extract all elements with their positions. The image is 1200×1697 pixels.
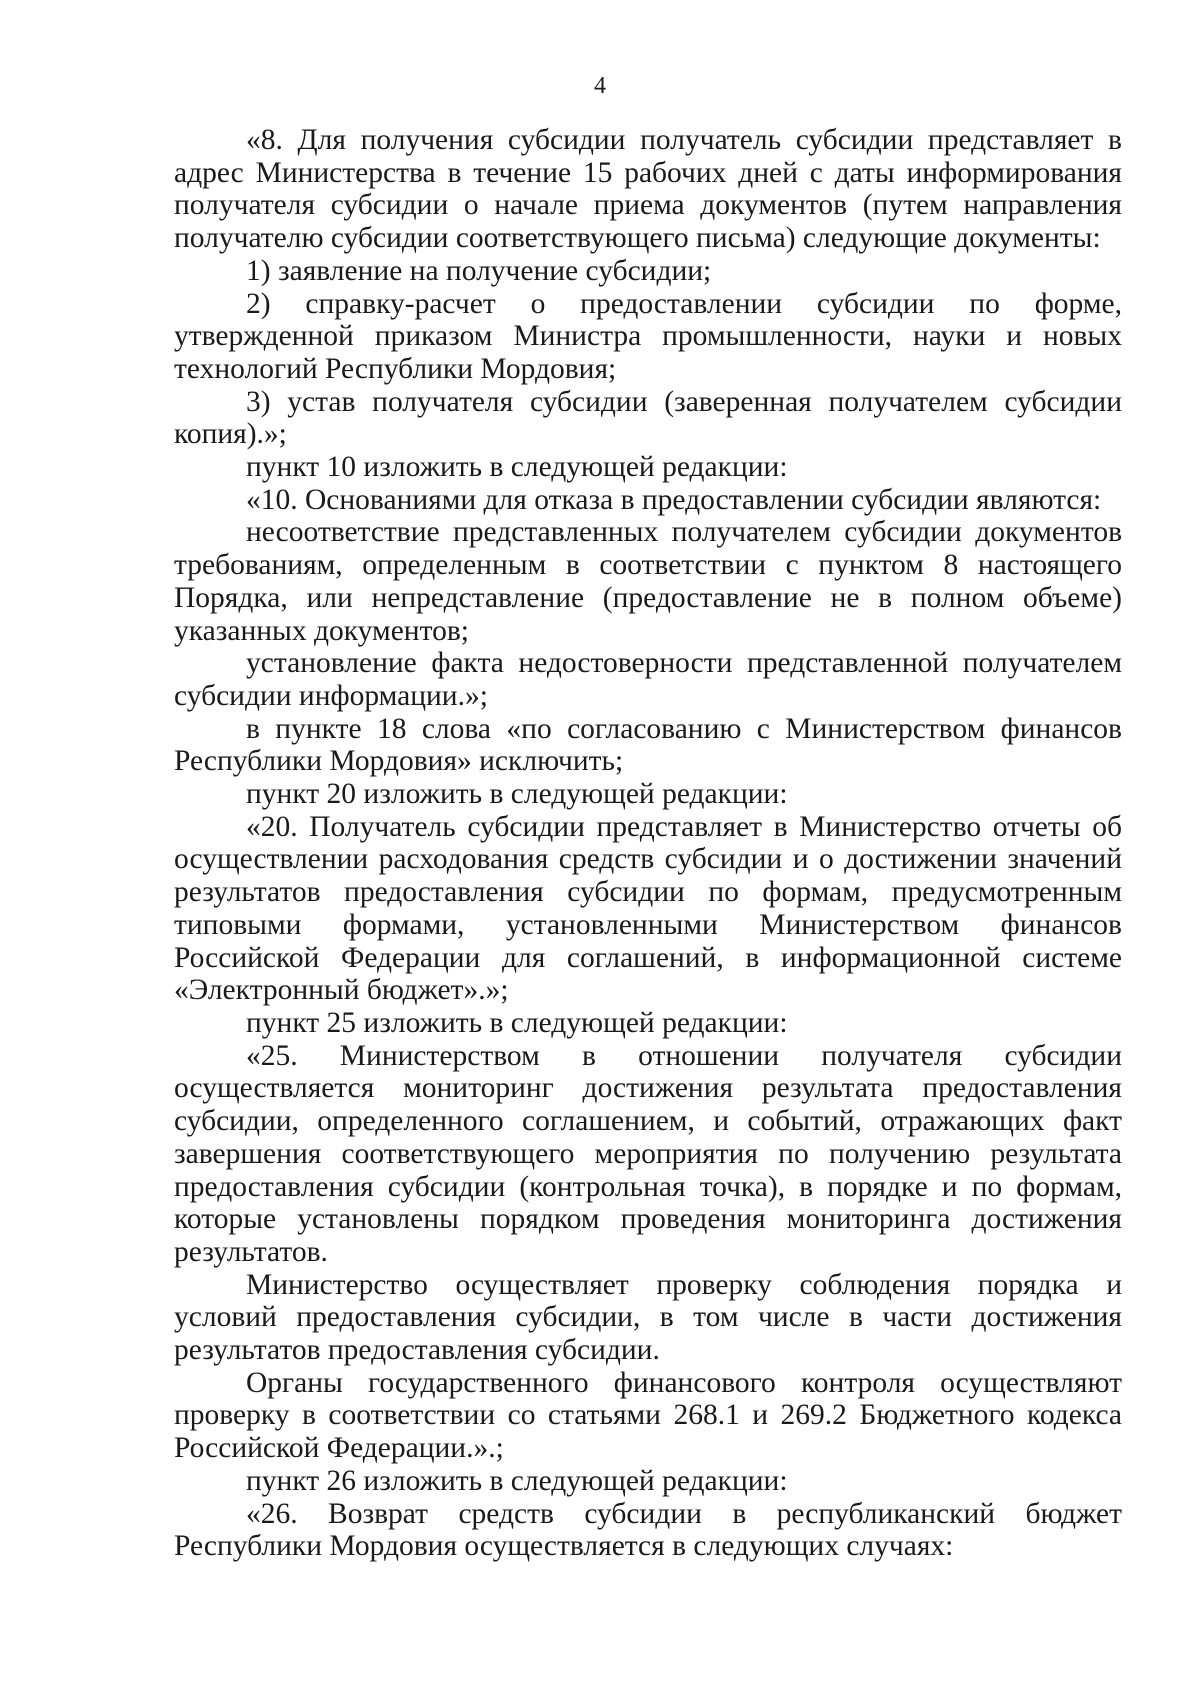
amendment-instruction-26: пункт 26 изложить в следующей редакции:: [246, 1464, 788, 1497]
document-body: [174, 124, 1122, 1563]
amendment-instruction-25: пункт 25 изложить в следующей редакции:: [246, 1006, 788, 1039]
list-item-3: 3) устав получателя субсидии (заверенная получателем субсидии копия).»;: [174, 385, 1122, 451]
refusal-ground-1: несоответствие представленных получателем субсидии документов требованиям, определенным в соответствии с пунктом 8 настоящего Порядка, или непредставление (предоставление не в полном объеме) указанных документов;: [174, 516, 1122, 647]
list-item-1: 1) заявление на получение субсидии;: [246, 254, 712, 287]
paragraph-item-26: «26. Возврат средств субсидии в республиканский бюджет Республики Мордовия осуществляется в следующих случаях:: [174, 1497, 1122, 1563]
paragraph-item-20: «20. Получатель субсидии представляет в Министерство отчеты об осуществлении расходования средств субсидии и о достижении значений результатов предоставления субсидии по формам, предусмотренным типовыми формами, установленными Министерством финансов Российской Федерации для соглашений, в информационной системе «Электронный бюджет».»;: [174, 810, 1122, 1007]
list-item-2: 2) справку-расчет о предоставлении субсидии по форме, утвержденной приказом Министра промышленности, науки и новых технологий Республики Мордовия;: [174, 287, 1122, 385]
paragraph-item-8: «8. Для получения субсидии получатель субсидии представляет в адрес Министерства в течение 15 рабочих дней с даты информирования получателя субсидии о начале приема документов (путем направления получателю субсидии соответствующего письма) следующие документы:: [174, 124, 1122, 255]
paragraph-ministry-check: Министерство осуществляет проверку соблюдения порядка и условий предоставления субсидии, в том числе в части достижения результатов предоставления субсидии.: [174, 1268, 1122, 1367]
paragraph-state-control: Органы государственного финансового контроля осуществляют проверку в соответствии со статьями 268.1 и 269.2 Бюджетного кодекса Российской Федерации.».;: [174, 1366, 1122, 1465]
amendment-instruction-20: пункт 20 изложить в следующей редакции:: [246, 778, 788, 811]
paragraph-item-10: «10. Основаниями для отказа в предоставлении субсидии являются:: [246, 483, 1102, 516]
paragraph-item-25: «25. Министерством в отношении получателя субсидии осуществляется мониторинг достижения результата предоставления субсидии, определенного соглашением, и событий, отражающих факт завершения соответствующего мероприятия по получению результата предоставления субсидии (контрольная точка), в порядке и по формам, которые установлены порядком проведения мониторинга достижения результатов.: [174, 1039, 1122, 1268]
amendment-instruction-18: в пункте 18 слова «по согласованию с Министерством финансов Республики Мордовия» исключить;: [174, 712, 1122, 778]
page-number: 4: [594, 73, 606, 99]
amendment-instruction-10: пункт 10 изложить в следующей редакции:: [246, 451, 788, 484]
refusal-ground-2: установление факта недостоверности представленной получателем субсидии информации.»;: [174, 647, 1122, 712]
